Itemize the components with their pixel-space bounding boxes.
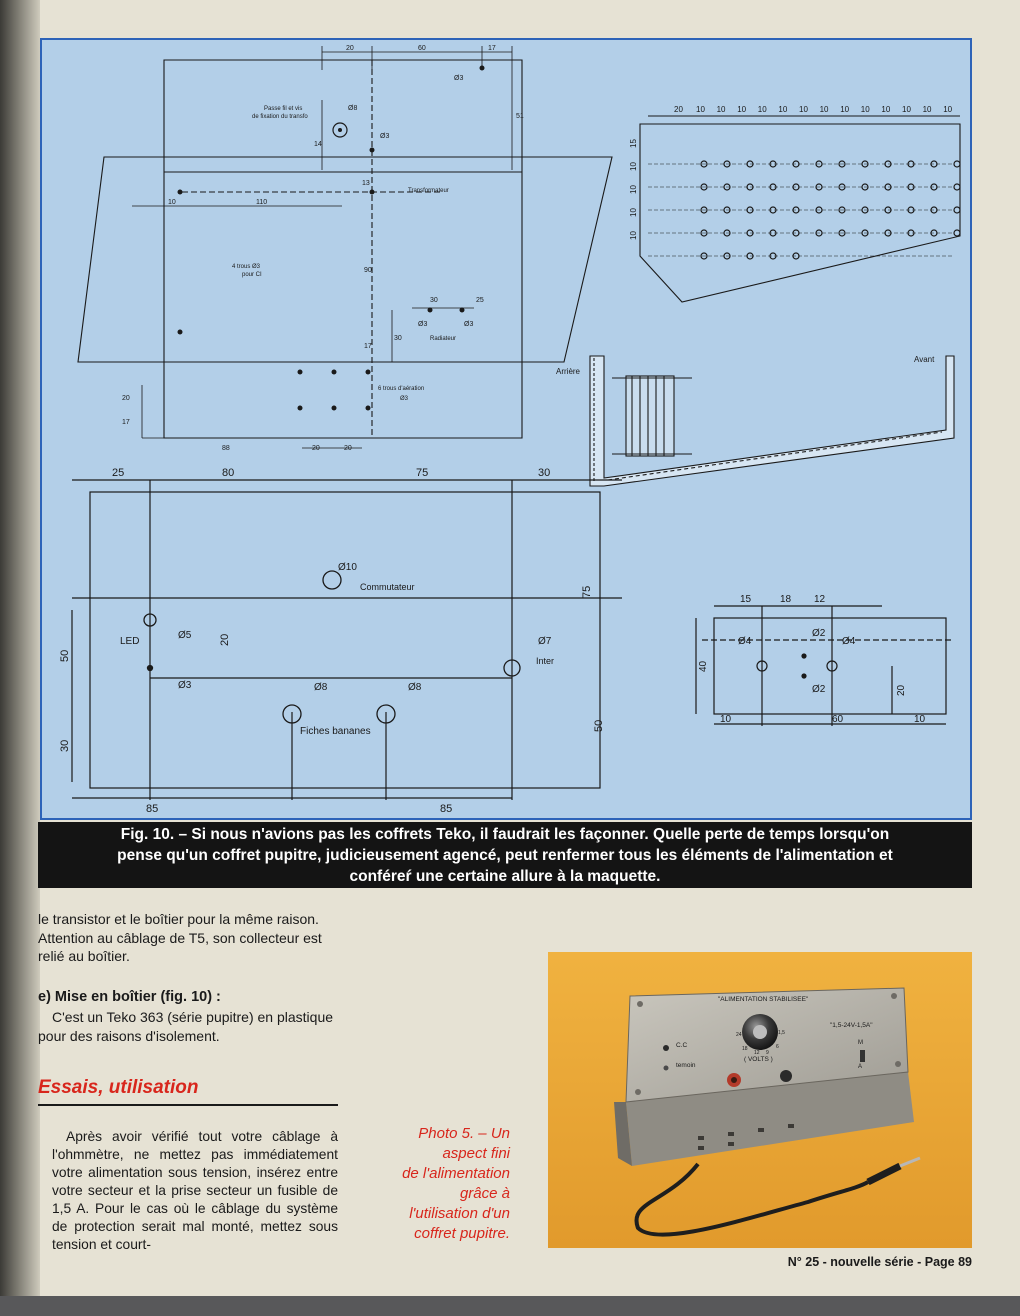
label-d3-mid: Ø3 <box>380 133 390 140</box>
front-dim-30-left: 30 <box>59 739 71 752</box>
dim-14: 14 <box>314 141 322 148</box>
label-commutateur: Commutateur <box>360 582 415 592</box>
rear-dim-60: 60 <box>832 714 844 725</box>
photo-power-supply <box>548 952 972 1248</box>
rear-dim-40: 40 <box>698 660 709 672</box>
dim-90: 90 <box>364 267 372 274</box>
label-passe-fil-2: de fixation du transfo <box>252 114 308 120</box>
label-d4b: Ø4 <box>842 636 856 647</box>
rear-dim-12: 12 <box>814 594 826 605</box>
grid-dim-left: 10 <box>629 208 638 217</box>
label-trous-ci-2: pour CI <box>242 272 262 278</box>
grid-dim-top: 10 <box>799 105 808 114</box>
front-dim-75v: 75 <box>581 585 593 598</box>
label-led: LED <box>120 636 140 647</box>
grid-panel-outline <box>640 116 960 302</box>
dim-17: 17 <box>364 343 372 350</box>
rear-dim-20: 20 <box>896 684 907 696</box>
grid-dim-top: 10 <box>943 105 953 114</box>
front-dim-20-mid: 20 <box>219 633 231 646</box>
grid-hole <box>954 184 960 190</box>
label-d7: Ø7 <box>538 636 552 647</box>
dim-20a: 20 <box>312 445 320 452</box>
side-view <box>590 356 954 486</box>
grid-dim-top: 10 <box>696 105 705 114</box>
grid-hole <box>954 230 960 236</box>
dim-110: 110 <box>256 199 268 206</box>
dim-top-60: 60 <box>418 45 426 52</box>
photo-knob-mark-12: 12 <box>754 1050 760 1056</box>
label-aeration: 6 trous d'aération <box>378 386 425 392</box>
dim-20b: 20 <box>344 445 352 452</box>
top-panel-outline <box>78 60 612 438</box>
label-d3-b: Ø3 <box>464 321 474 328</box>
grid-dim-top: 10 <box>860 105 870 114</box>
top-dimension-lines <box>132 46 512 448</box>
grid-holes <box>648 161 960 259</box>
grid-dim-top: 10 <box>902 105 911 114</box>
dim-30a: 30 <box>430 297 438 304</box>
label-d10: Ø10 <box>338 562 357 573</box>
label-inter: Inter <box>536 656 555 666</box>
dim-88: 88 <box>222 445 230 452</box>
label-d4a: Ø4 <box>738 636 752 647</box>
photo-knob-mark-9: 9 <box>766 1050 769 1056</box>
grid-dim-top: 10 <box>757 105 767 114</box>
photo-knob-mark-18: 18 <box>742 1046 748 1052</box>
front-dim-50-right: 50 <box>593 719 605 732</box>
grid-dim-top: 10 <box>716 105 726 114</box>
label-d8b: Ø8 <box>408 682 422 693</box>
front-dim-85-left: 85 <box>146 803 159 815</box>
photo-label-volts: ( VOLTS ) <box>744 1056 773 1063</box>
rear-dim-10-right: 10 <box>914 714 926 725</box>
label-d3-top: Ø3 <box>454 75 464 82</box>
paragraph-teko: C'est un Teko 363 (série pupitre) en plastique pour des raisons d'isolement. <box>38 1009 334 1044</box>
grid-dims <box>629 105 953 240</box>
subheading-mise-en-boitier: e) Mise en boîtier (fig. 10) : <box>38 989 221 1005</box>
photo-label-temoin: temoin <box>676 1062 696 1069</box>
section-rule <box>38 1104 338 1106</box>
grid-dim-left: 10 <box>629 185 638 194</box>
photo-caption-line-5: l'utilisation d'un <box>409 1205 510 1222</box>
label-aeration-2: Ø3 <box>400 396 409 402</box>
dim-51: 51 <box>516 113 524 120</box>
photo-caption-line-3: de l'alimentation <box>402 1165 510 1182</box>
label-avant: Avant <box>914 355 935 364</box>
dim-top-17: 17 <box>488 45 496 52</box>
photo-label-title: "ALIMENTATION STABILISEE" <box>718 996 809 1003</box>
caption-line-2: pense qu'un coffret pupitre, judicieusement agencé, peut renfermer tous les éléments de l'alimentation et <box>117 847 893 864</box>
dim-25: 25 <box>476 297 484 304</box>
grid-dim-top: 10 <box>922 105 932 114</box>
label-d8a: Ø8 <box>314 682 328 693</box>
front-dim-25: 25 <box>112 467 125 479</box>
front-panel-holes <box>144 571 520 723</box>
front-dim-80: 80 <box>222 467 235 479</box>
label-d2b: Ø2 <box>812 684 826 695</box>
grid-dim-top: 10 <box>819 105 829 114</box>
grid-dim-left: 15 <box>629 139 638 148</box>
paragraph-essais-text: Après avoir vérifié tout votre câblage à l'ohmmètre, ne mettez pas immédiatement votre alimentation sous tension, insérez entre votre secteur et la prise secteur un fusible de 1,5 A. Pour le cas où le câblage du système de protection serait mal monté, mettez sous tension et court- <box>52 1129 338 1252</box>
figure-10-drawing <box>40 38 972 820</box>
grid-dim-top: 20 <box>674 105 683 114</box>
label-trous-ci: 4 trous Ø3 <box>232 264 261 270</box>
label-d8: Ø8 <box>348 105 358 112</box>
photo-label-cc: C.C <box>676 1042 688 1049</box>
page-footer: N° 25 - nouvelle série - Page 89 <box>787 1255 972 1269</box>
section-title-essais: Essais, utilisation <box>38 1077 199 1098</box>
rear-panel-outline <box>696 606 954 726</box>
dim-20v: 20 <box>122 395 130 402</box>
label-d5: Ø5 <box>178 630 192 641</box>
photo-label-a: A <box>858 1064 863 1070</box>
caption-line-1: Fig. 10. – Si nous n'avions pas les coffrets Teko, il faudrait les façonner. Quelle perte de temps lorsqu'on <box>120 826 890 843</box>
photo-caption-line-1: Photo 5. – Un <box>418 1125 510 1142</box>
dim-13: 13 <box>362 180 370 187</box>
drawing-svg <box>42 40 970 818</box>
front-dim-30: 30 <box>538 467 551 479</box>
photo-label-m: M <box>858 1040 863 1046</box>
photo-label-range: "1,5-24V-1,5A" <box>830 1022 873 1029</box>
dim-10: 10 <box>168 199 176 206</box>
bottom-strip <box>0 1296 1020 1316</box>
paragraph-transistor: le transistor et le boîtier pour la même raison. Attention au câblage de T5, son collecteur est relié au boîtier. <box>38 911 322 964</box>
label-fiches-bananes: Fiches bananes <box>300 726 371 737</box>
binding-shadow <box>0 0 40 1316</box>
paragraph-essais <box>52 1128 338 1254</box>
figure-caption <box>38 822 972 888</box>
grid-dim-left: 10 <box>629 231 638 240</box>
photo-knob-mark-1-5: 1,5 <box>778 1030 785 1036</box>
grid-dim-top: 10 <box>737 105 747 114</box>
label-d3-a: Ø3 <box>418 321 428 328</box>
top-holes <box>178 66 485 411</box>
rear-dim-15: 15 <box>740 594 752 605</box>
grid-dim-top: 10 <box>881 105 891 114</box>
label-transformateur: Transformateur <box>408 188 449 194</box>
label-d2a: Ø2 <box>812 628 826 639</box>
label-radiateur: Radiateur <box>430 336 457 342</box>
photo-caption-line-4: grâce à <box>459 1185 510 1202</box>
grid-dim-left: 10 <box>629 162 638 171</box>
rear-dim-18: 18 <box>780 594 792 605</box>
photo-knob-mark-6: 6 <box>776 1044 779 1050</box>
grid-hole <box>954 161 960 167</box>
photo-caption <box>360 1124 510 1244</box>
photo-knob-mark-24: 24 <box>736 1032 742 1038</box>
front-dim-50-left: 50 <box>59 649 71 662</box>
dim-top-20: 20 <box>346 45 354 52</box>
front-dim-75: 75 <box>416 467 429 479</box>
label-passe-fil: Passe fil et vis <box>264 106 303 112</box>
front-dim-85-right: 85 <box>440 803 453 815</box>
dim-17v: 17 <box>122 419 130 426</box>
rear-dim-10-left: 10 <box>720 714 732 725</box>
grid-hole <box>954 207 960 213</box>
label-arriere: Arrière <box>556 367 581 376</box>
label-d3-front: Ø3 <box>178 680 192 691</box>
photo-caption-line-6: coffret pupitre. <box>414 1225 510 1242</box>
photo-caption-line-2: aspect fini <box>442 1145 510 1162</box>
grid-dim-top: 10 <box>840 105 850 114</box>
dim-30b: 30 <box>394 335 402 342</box>
grid-dim-top: 10 <box>778 105 788 114</box>
caption-line-3: conféreŕ une certaine allure à la maquette. <box>349 868 661 885</box>
